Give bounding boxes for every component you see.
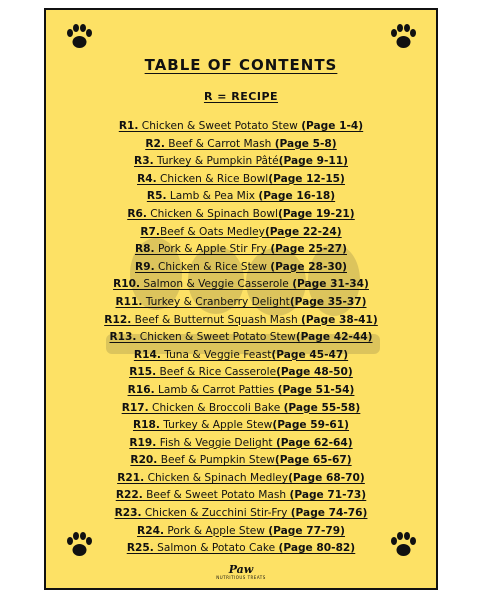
recipe-pages: (Page 59-61) xyxy=(272,419,350,432)
recipe-pages: (Page 48-50) xyxy=(276,366,353,379)
toc-entry-link[interactable] xyxy=(127,208,354,220)
toc-entry[interactable] xyxy=(46,452,436,470)
toc-entry[interactable] xyxy=(46,382,436,400)
toc-entry[interactable] xyxy=(46,540,436,558)
toc-entry-link[interactable] xyxy=(135,243,347,255)
recipe-name: Chicken & Sweet Potato Stew xyxy=(138,120,302,132)
recipe-code: R3. xyxy=(134,155,154,168)
toc-entry[interactable] xyxy=(46,487,436,505)
toc-entry-link[interactable] xyxy=(147,190,335,202)
recipe-name: Beef & Carrot Mash xyxy=(164,137,275,150)
toc-entry-link[interactable] xyxy=(110,331,373,343)
toc-entry-link[interactable] xyxy=(116,489,366,501)
toc-entry-link[interactable] xyxy=(116,296,367,308)
recipe-code: R11. xyxy=(115,295,143,308)
recipe-pages: (Page 28-30) xyxy=(270,260,347,273)
recipe-name: Beef & Oats Medley xyxy=(159,225,265,238)
toc-entry[interactable] xyxy=(46,470,436,488)
toc-page xyxy=(44,8,438,590)
toc-entry[interactable] xyxy=(46,259,436,277)
toc-entry[interactable] xyxy=(46,329,436,347)
recipe-name: Salmon & Potato Cake xyxy=(153,542,279,555)
recipe-code: R22. xyxy=(115,489,143,502)
toc-entry-link[interactable] xyxy=(104,314,377,326)
recipe-pages: (Page 62-64) xyxy=(275,436,353,449)
recipe-name: Lamb & Pea Mix xyxy=(166,190,259,203)
recipe-code: R8. xyxy=(135,243,155,256)
recipe-pages: (Page 55-58) xyxy=(283,401,361,414)
recipe-code: R19. xyxy=(129,436,157,449)
recipe-pages: (Page 80-82) xyxy=(278,542,356,555)
recipe-name: Turkey & Apple Stew xyxy=(159,419,273,432)
toc-entry[interactable] xyxy=(46,417,436,435)
recipe-pages: (Page 74-76) xyxy=(290,507,368,520)
toc-entry-link[interactable] xyxy=(137,525,345,537)
recipe-pages: (Page 71-73) xyxy=(289,489,367,502)
recipe-pages: (Page 1-4) xyxy=(301,120,364,132)
recipe-name: Pork & Apple Stew xyxy=(163,524,269,537)
recipe-pages: (Page 16-18) xyxy=(258,190,336,203)
recipe-code: R18. xyxy=(132,419,160,432)
recipe-code: R9. xyxy=(135,260,155,273)
recipe-pages: (Page 77-79) xyxy=(268,524,345,537)
recipe-code: R17. xyxy=(121,401,149,414)
toc-entry-link[interactable] xyxy=(130,454,351,466)
recipe-code: R21. xyxy=(117,471,145,484)
toc-entry-link[interactable] xyxy=(129,366,353,378)
toc-entry-link[interactable] xyxy=(129,437,352,449)
recipe-name: Beef & Sweet Potato Mash xyxy=(142,489,290,502)
recipe-name: Fish & Veggie Delight xyxy=(156,436,276,449)
recipe-name: Chicken & Broccoli Bake xyxy=(148,401,284,414)
recipe-pages: (Page 65-67) xyxy=(274,454,352,467)
toc-entry[interactable] xyxy=(46,294,436,312)
toc-entry[interactable] xyxy=(46,136,436,154)
recipe-name: Beef & Butternut Squash Mash xyxy=(131,313,302,326)
recipe-name: Beef & Pumpkin Stew xyxy=(157,454,275,467)
toc-entry-link[interactable] xyxy=(122,402,360,414)
recipe-code: R20. xyxy=(130,454,158,467)
recipe-pages: (Page 19-21) xyxy=(278,207,355,220)
recipe-pages: (Page 35-37) xyxy=(289,295,367,308)
toc-entry-link[interactable] xyxy=(137,173,345,185)
recipe-code: R2. xyxy=(145,137,165,150)
page-title: TABLE OF CONTENTS xyxy=(144,56,338,74)
toc-entry-link[interactable] xyxy=(128,384,355,396)
recipe-name: Beef & Rice Casserole xyxy=(156,366,277,379)
toc-entry[interactable] xyxy=(46,523,436,541)
recipe-name: Salmon & Veggie Casserole xyxy=(140,278,293,291)
recipe-code: R14. xyxy=(133,348,161,361)
recipe-pages: (Page 42-44) xyxy=(295,331,373,344)
toc-entry[interactable] xyxy=(46,435,436,453)
toc-entry-link[interactable] xyxy=(117,472,364,484)
recipe-code: R15. xyxy=(129,366,157,379)
page-subtitle: R = RECIPE xyxy=(203,90,279,103)
toc-entry-link[interactable] xyxy=(127,542,355,554)
recipe-code: R25. xyxy=(126,542,154,555)
toc-entry[interactable] xyxy=(46,276,436,294)
toc-entry[interactable] xyxy=(46,188,436,206)
toc-entry-link[interactable] xyxy=(140,226,341,238)
recipe-name: Chicken & Rice Bowl xyxy=(156,172,269,185)
toc-entry-link[interactable] xyxy=(135,261,347,273)
recipe-pages: (Page 25-27) xyxy=(270,243,347,256)
toc-entry[interactable] xyxy=(46,400,436,418)
toc-entry[interactable] xyxy=(46,505,436,523)
recipe-pages: (Page 9-11) xyxy=(278,155,348,168)
recipe-code: R13. xyxy=(109,331,137,344)
recipe-name: Turkey & Pumpkin Pâté xyxy=(153,155,279,168)
recipe-pages: (Page 51-54) xyxy=(277,383,355,396)
recipe-name: Chicken & Zucchini Stir-Fry xyxy=(141,507,291,520)
recipe-code: R12. xyxy=(104,313,132,326)
toc-entry[interactable] xyxy=(46,364,436,382)
paw-print-icon xyxy=(64,24,94,50)
toc-entry-link[interactable] xyxy=(133,419,349,431)
recipe-name: Turkey & Cranberry Delight xyxy=(142,295,290,308)
toc-entry[interactable] xyxy=(46,171,436,189)
recipe-code: R7. xyxy=(140,225,160,238)
recipe-code: R5. xyxy=(146,190,167,203)
footer-logo xyxy=(216,565,266,580)
toc-entry[interactable] xyxy=(46,241,436,259)
recipe-pages: (Page 12-15) xyxy=(268,172,345,185)
recipe-pages: (Page 45-47) xyxy=(271,348,349,361)
recipe-pages: (Page 5-8) xyxy=(274,137,337,150)
recipe-code: R6. xyxy=(127,207,147,220)
toc-entry[interactable] xyxy=(46,347,436,365)
paw-print-icon xyxy=(388,24,418,50)
recipe-name: Chicken & Sweet Potato Stew xyxy=(136,331,296,344)
toc-entry-link[interactable] xyxy=(134,155,348,167)
toc-entry[interactable] xyxy=(46,224,436,242)
recipe-code: R16. xyxy=(127,383,155,396)
toc-entry-link[interactable] xyxy=(134,349,348,361)
recipe-name: Chicken & Rice Stew xyxy=(154,260,271,273)
recipe-pages: (Page 68-70) xyxy=(288,471,365,484)
recipe-pages: (Page 31-34) xyxy=(292,278,369,291)
toc-entry[interactable] xyxy=(46,153,436,171)
recipe-pages: (Page 22-24) xyxy=(264,225,342,238)
recipe-code: R1. xyxy=(118,120,139,132)
toc-entry-link[interactable] xyxy=(115,507,368,519)
toc-entry[interactable] xyxy=(46,312,436,330)
recipe-list xyxy=(46,118,436,558)
recipe-name: Chicken & Spinach Bowl xyxy=(146,207,278,220)
recipe-name: Lamb & Carrot Patties xyxy=(154,383,278,396)
footer-brand: Paw xyxy=(228,563,254,576)
recipe-pages: (Page 38-41) xyxy=(301,313,378,326)
footer-tagline: NUTRITIOUS TREATS xyxy=(216,575,266,580)
toc-entry-link[interactable] xyxy=(113,278,369,290)
recipe-code: R10. xyxy=(113,278,141,291)
recipe-code: R24. xyxy=(137,524,164,537)
recipe-name: Pork & Apple Stir Fry xyxy=(154,243,271,256)
toc-entry[interactable] xyxy=(46,206,436,224)
toc-entry[interactable] xyxy=(46,118,436,136)
recipe-name: Tuna & Veggie Feast xyxy=(160,348,272,361)
recipe-code: R4. xyxy=(137,172,157,185)
toc-entry-link[interactable] xyxy=(119,120,363,132)
recipe-code: R23. xyxy=(114,507,142,520)
toc-entry-link[interactable] xyxy=(145,138,336,150)
recipe-name: Chicken & Spinach Medley xyxy=(144,471,289,484)
